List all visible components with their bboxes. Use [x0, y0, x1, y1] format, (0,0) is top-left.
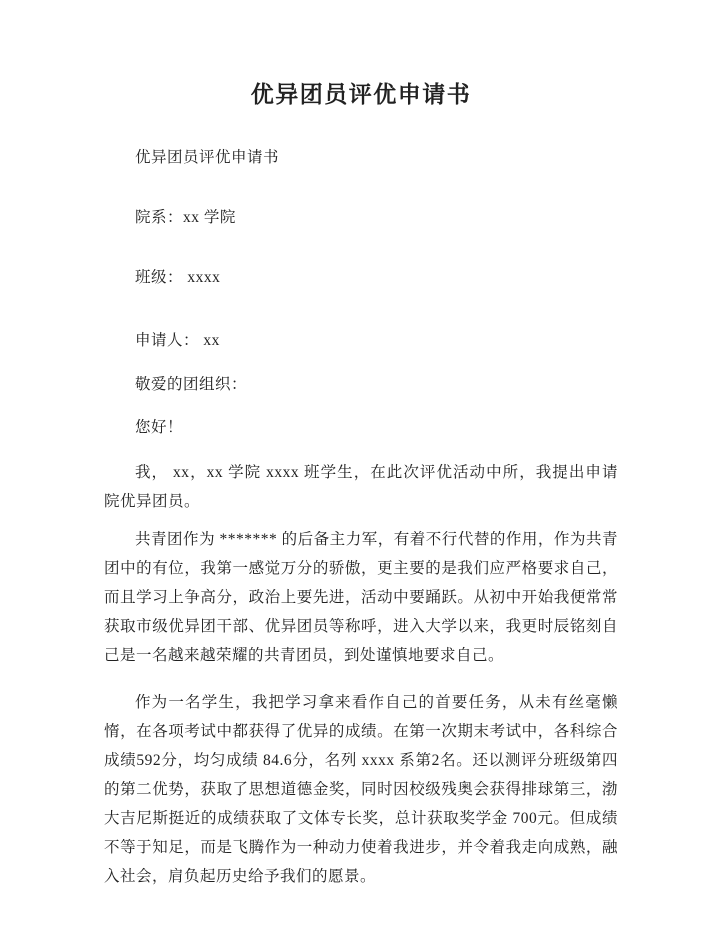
- salutation: 敬爱的团组织：: [135, 375, 248, 393]
- paragraph-league-membership: 共青团作为 ******* 的后备主力军，有着不行代替的作用，作为共青团中的有位，我第一感觉万分的骄傲，更主要的是我们应严格要求自己，而且学习上争高分，政治上要先进，活动中要踊跃。从初中开始我便常常获取市级优异团干部、优异团员等称呼，进入大学以来，我更时辰铭刻自己是一名越来越荣耀的共青团员，到处谨慎地要求自己。: [104, 530, 618, 664]
- document-title: 优异团员评优申请书: [250, 82, 472, 107]
- greeting: 您好！: [135, 419, 184, 436]
- field-department: 院系：xx 学院: [135, 209, 236, 226]
- field-applicant: 申请人： xx: [135, 332, 220, 349]
- document-subtitle: 优异团员评优申请书: [135, 149, 280, 166]
- paragraph-intro: 我， xx，xx 学院 xxxx 班学生，在此次评优活动中所，我提出申请院优异团员。: [104, 463, 618, 510]
- field-class: 班级： xxxx: [135, 269, 221, 286]
- paragraph-academic-achievements: 作为一名学生，我把学习拿来看作自己的首要任务，从未有丝毫懒惰，在各项考试中都获得了优异的成绩。在第一次期末考试中，各科综合成绩592分，均匀成绩 84.6分，名列 xxxx 系第2名。还以测评分班级第四的第二优势，获取了思想道德金奖，同时因校级残奥会获得排球第三，渤大吉尼斯挺近的成绩获取了文体专长奖，总计获取奖学金 700元。但成绩不等于知足，而是飞腾作为一种动力使着我进步，并令着我走向成熟，融入社会，肩负起历史给予我们的愿景。: [104, 693, 618, 885]
